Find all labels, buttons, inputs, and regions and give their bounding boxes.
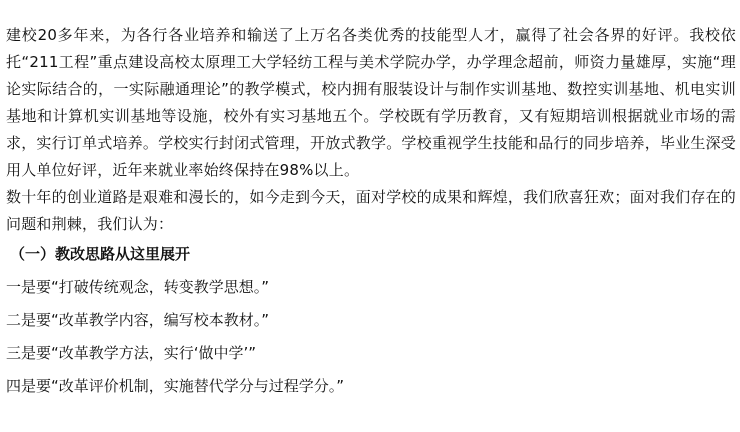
section-heading: （一）教改思路从这里展开 <box>10 245 191 263</box>
list-item-1: 一是要“打破传统观念，转变教学思想。” <box>6 278 270 296</box>
reflection-paragraph: 数十年的创业道路是艰难和漫长的，如今走到今天，面对学校的成果和辉煌，我们欣喜狂欢；面对我们存在的问题和荆棘，我们认为： <box>6 188 736 233</box>
intro-paragraph: 建校20多年来，为各行各业培养和输送了上万名各类优秀的技能型人才，赢得了社会各界的好评。我校依托“211工程”重点建设高校太原理工大学轻纺工程与美术学院办学，办学理念超前，师资力量雄厚，实施“理论实际结合的，一实际融通理论”的教学模式，校内拥有服装设计与制作实训基地、数控实训基地、机电实训基地和计算机实训基地等设施，校外有实习基地五个。学校既有学历教育，又有短期培训根据就业市场的需求，实行订单式培养。学校实行封闭式管理，开放式教学。学校重视学生技能和品行的同步培养，毕业生深受用人单位好评，近年来就业率始终保持在98%以上。 <box>6 26 736 179</box>
list-item-2: 二是要“改革教学内容，编写校本教材。” <box>6 311 270 329</box>
list-item-4: 四是要“改革评价机制，实施替代学分与过程学分。” <box>6 377 345 395</box>
list-item-3: 三是要“改革教学方法，实行‘做中学’” <box>6 344 257 362</box>
